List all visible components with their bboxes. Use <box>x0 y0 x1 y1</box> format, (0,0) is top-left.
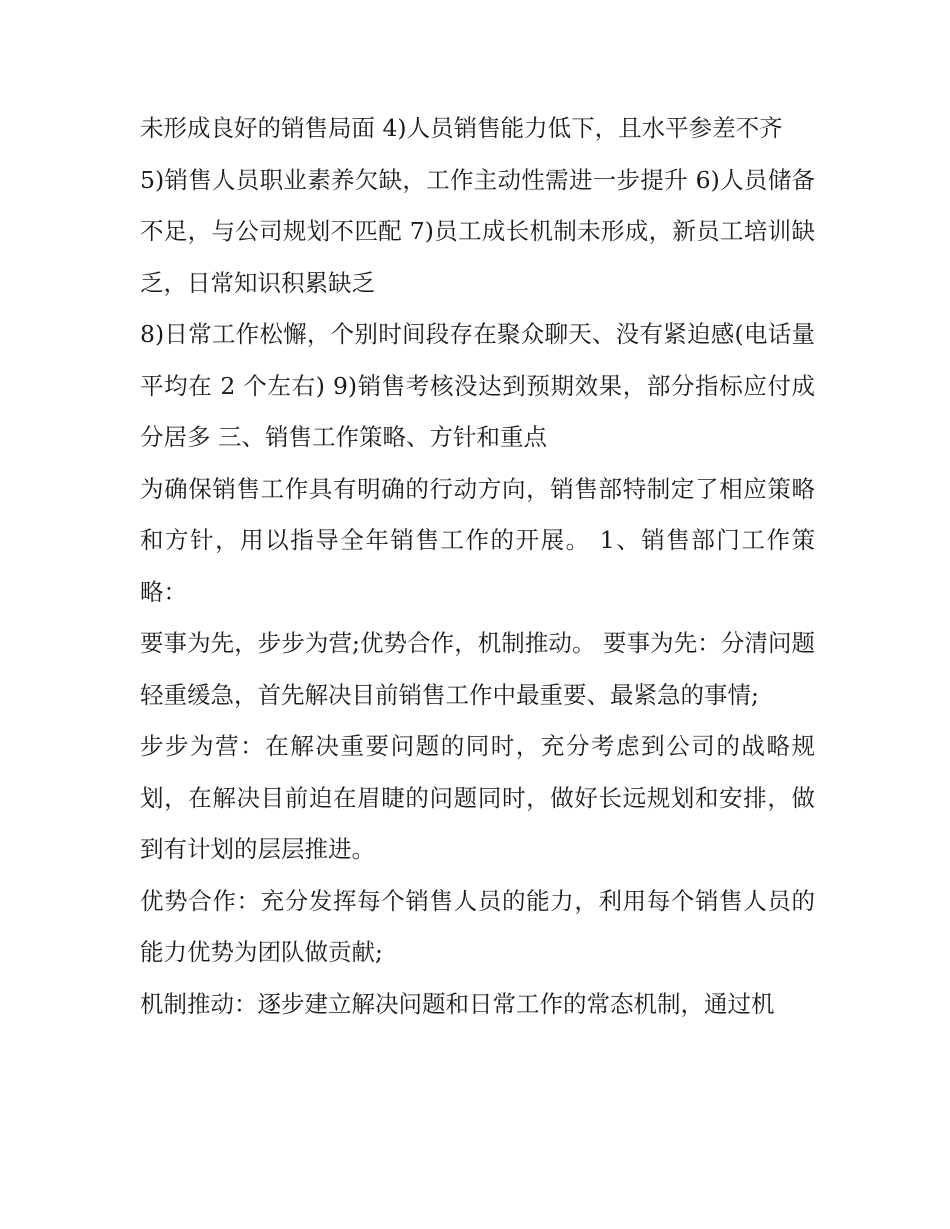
paragraph-strength-cooperation: 优势合作：充分发挥每个销售人员的能力，利用每个销售人员的能力优势为团队做贡献; <box>140 886 815 966</box>
paragraph-step-by-step: 步步为营：在解决重要问题的同时，充分考虑到公司的战略规划，在解决目前迫在眉睫的问题同时，做好长远规划和安排，做到有计划的层层推进。 <box>140 732 815 863</box>
paragraph-work-discipline: 8)日常工作松懈，个别时间段存在聚众聊天、没有紧迫感(电话量平均在 2 个左右) 9)销售考核没达到预期效果，部分指标应付成分居多 三、销售工作策略、方针和重点 <box>140 320 815 451</box>
paragraph-strategy-intro: 为确保销售工作具有明确的行动方向，销售部特制定了相应策略和方针，用以指导全年销售工作的开展。 1、销售部门工作策略： <box>140 474 815 606</box>
paragraph-priority-first: 要事为先，步步为营;优势合作，机制推动。 要事为先：分清问题轻重缓急，首先解决目前销售工作中最重要、最紧急的事情; <box>140 629 815 709</box>
paragraph-sales-situation: 未形成良好的销售局面 4)人员销售能力低下，且水平参差不齐 <box>140 114 783 142</box>
paragraph-mechanism-drive: 机制推动：逐步建立解决问题和日常工作的常态机制，通过机 <box>140 989 775 1018</box>
document-body <box>140 103 815 1030</box>
paragraph-staff-issues: 5)销售人员职业素养欠缺，工作主动性需进一步提升 6)人员储备不足，与公司规划不匹配 7)员工成长机制未形成，新员工培训缺乏，日常知识积累缺乏 <box>140 165 815 297</box>
